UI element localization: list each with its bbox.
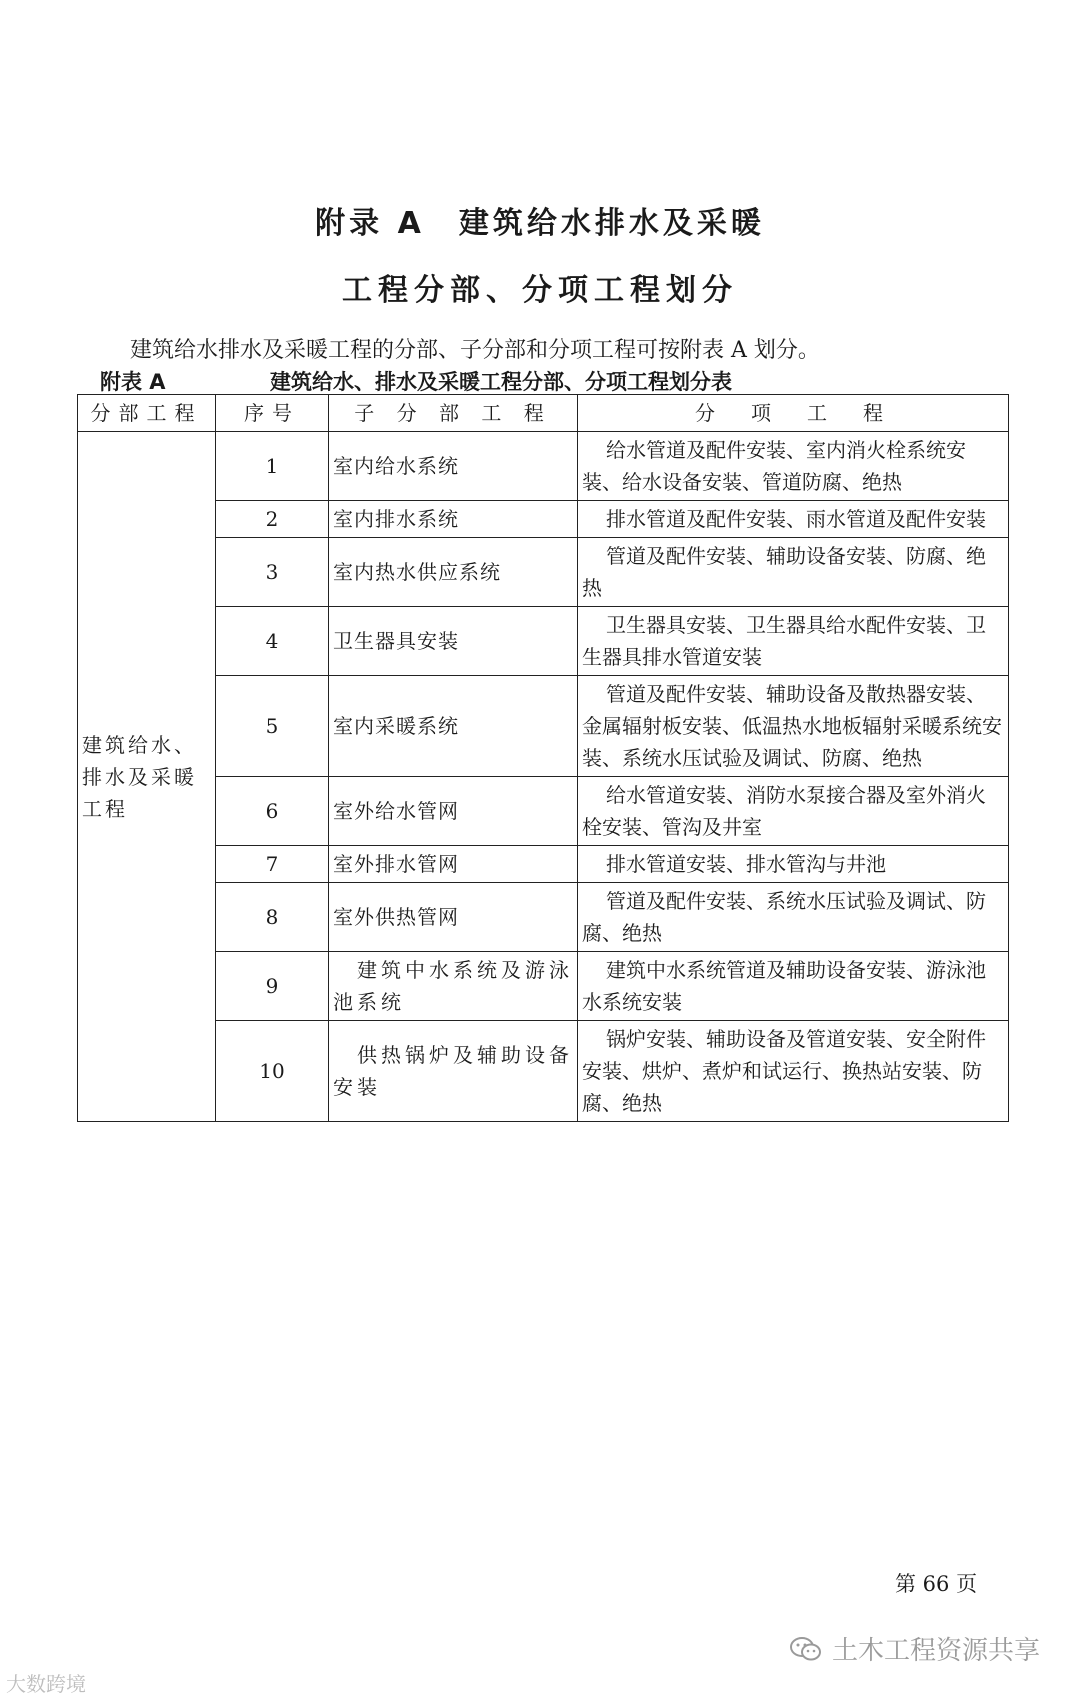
row-subdivision: 室内采暖系统 [329, 676, 578, 777]
table-row [78, 501, 1009, 538]
header-items: 分 项 工 程 [578, 395, 1009, 432]
row-items: 排水管道及配件安装、雨水管道及配件安装 [578, 501, 1009, 538]
row-subdivision: 室外给水管网 [329, 777, 578, 846]
row-items: 给水管道安装、消防水泵接合器及室外消火栓安装、管沟及井室 [578, 777, 1009, 846]
wechat-icon [790, 1636, 822, 1662]
intro-paragraph: 建筑给水排水及采暖工程的分部、子分部和分项工程可按附表 A 划分。 [130, 338, 820, 363]
table-caption-label: 附表 A [100, 370, 166, 394]
row-number: 10 [216, 1021, 329, 1122]
watermark-right-text: 土木工程资源共享 [832, 1636, 1041, 1666]
table-row [78, 538, 1009, 607]
row-subdivision: 卫生器具安装 [329, 607, 578, 676]
row-items: 管道及配件安装、系统水压试验及调试、防腐、绝热 [578, 883, 1009, 952]
watermark-left: 大数跨境 [6, 1672, 86, 1696]
division-category: 建筑给水、排水及采暖工程 [78, 432, 216, 1122]
row-subdivision: 建筑中水系统及游泳池系统 [329, 952, 578, 1021]
row-number: 2 [216, 501, 329, 538]
page-number: 第 66 页 [895, 1572, 978, 1596]
watermark-right [790, 1630, 1040, 1667]
row-subdivision: 室内热水供应系统 [329, 538, 578, 607]
row-subdivision: 室内给水系统 [329, 432, 578, 501]
appendix-title-line1: 附录 A 建筑给水排水及采暖 [315, 206, 765, 241]
row-number: 1 [216, 432, 329, 501]
row-subdivision: 室内排水系统 [329, 501, 578, 538]
table-caption [100, 366, 960, 396]
row-number: 6 [216, 777, 329, 846]
row-items: 卫生器具安装、卫生器具给水配件安装、卫生器具排水管道安装 [578, 607, 1009, 676]
table-caption-title: 建筑给水、排水及采暖工程分部、分项工程划分表 [270, 370, 732, 394]
table-row [78, 883, 1009, 952]
header-subdivision: 子 分 部 工 程 [329, 395, 578, 432]
row-number: 4 [216, 607, 329, 676]
table-row [78, 952, 1009, 1021]
table-row [78, 846, 1009, 883]
row-items: 锅炉安装、辅助设备及管道安装、安全附件安装、烘炉、煮炉和试运行、换热站安装、防腐、绝热 [578, 1021, 1009, 1122]
table-row [78, 676, 1009, 777]
division-table [77, 394, 1009, 1122]
row-items: 管道及配件安装、辅助设备安装、防腐、绝热 [578, 538, 1009, 607]
table-row [78, 1021, 1009, 1122]
row-subdivision: 供热锅炉及辅助设备安装 [329, 1021, 578, 1122]
table-header-row [78, 395, 1009, 432]
row-items: 排水管道安装、排水管沟与井池 [578, 846, 1009, 883]
row-items: 给水管道及配件安装、室内消火栓系统安装、给水设备安装、管道防腐、绝热 [578, 432, 1009, 501]
row-subdivision: 室外供热管网 [329, 883, 578, 952]
row-number: 9 [216, 952, 329, 1021]
header-division: 分部工程 [78, 395, 216, 432]
row-number: 7 [216, 846, 329, 883]
row-number: 5 [216, 676, 329, 777]
row-number: 3 [216, 538, 329, 607]
row-subdivision: 室外排水管网 [329, 846, 578, 883]
row-items: 建筑中水系统管道及辅助设备安装、游泳池水系统安装 [578, 952, 1009, 1021]
table-row [78, 607, 1009, 676]
table-row [78, 432, 1009, 501]
header-number: 序号 [216, 395, 329, 432]
row-number: 8 [216, 883, 329, 952]
table-row [78, 777, 1009, 846]
appendix-title-line2: 工程分部、分项工程划分 [342, 273, 738, 308]
row-items: 管道及配件安装、辅助设备及散热器安装、金属辐射板安装、低温热水地板辐射采暖系统安装、系统水压试验及调试、防腐、绝热 [578, 676, 1009, 777]
